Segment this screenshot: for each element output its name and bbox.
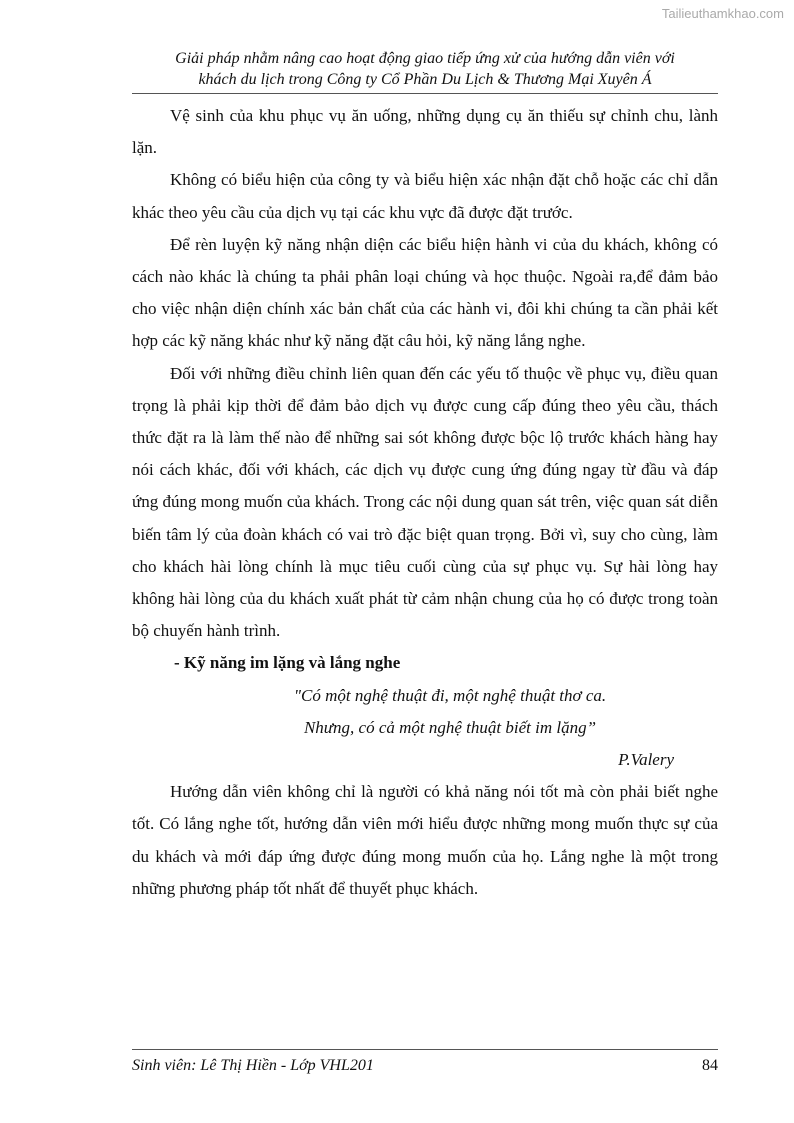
- header-line-1: Giải pháp nhằm nâng cao hoạt động giao tiếp ứng xử của hướng dẫn viên với: [175, 50, 675, 67]
- paragraph-listening: Hướng dẫn viên không chỉ là người có khả năng nói tốt mà còn phải biết nghe tốt. Có lắng nghe tốt, hướng dẫn viên mới hiểu được những mong muốn thực sự của du khách và mới đáp ứng được đúng mong muốn của họ. Lắng nghe là một trong những phương pháp tốt nhất để thuyết phục khách.: [132, 782, 718, 898]
- page-body: [132, 100, 718, 905]
- header-divider: [132, 93, 718, 94]
- paragraph-recognition-skill: Để rèn luyện kỹ năng nhận diện các biểu hiện hành vi của du khách, không có cách nào khác là chúng ta phải phân loại chúng và học thuộc. Ngoài ra,để đảm bảo cho việc nhận diện chính xác bản chất của các hành vi, đôi khi chúng ta cần phải kết hợp các kỹ năng khác như kỹ năng đặt câu hỏi, kỹ năng lắng nghe.: [132, 234, 718, 351]
- quote-author: P.Valery: [618, 750, 674, 770]
- running-header: [132, 48, 718, 90]
- footer-student: Sinh viên: Lê Thị Hiền - Lớp VHL201: [132, 1057, 374, 1074]
- section-heading: - Kỹ năng im lặng và lắng nghe: [174, 653, 401, 673]
- page-footer: [132, 1055, 718, 1077]
- paragraph-service-adjustment: Đối với những điều chỉnh liên quan đến các yếu tố thuộc về phục vụ, điều quan trọng là phải kịp thời để đảm bảo dịch vụ được cung cấp đúng theo yêu cầu, thách thức đặt ra là làm thế nào để những sai sót không được bộc lộ trước khách hàng hay nói cách khác, đối với khách, các dịch vụ được cung ứng đúng ngay từ đầu và đáp ứng đúng mong muốn của khách. Trong các nội dung quan sát trên, việc quan sát diễn biến tâm lý của đoàn khách có vai trò đặc biệt quan trọng. Bởi vì, suy cho cùng, làm cho khách hài lòng chính là mục tiêu cuối cùng của sự phục vụ. Sự hài lòng hay không hài lòng của du khách xuất phát từ cảm nhận chung của họ có được trong toàn bộ chuyến hành trình.: [132, 363, 718, 641]
- quote-line-1: "Có một nghệ thuật đi, một nghệ thuật thơ ca.: [293, 685, 607, 705]
- paragraph-hygiene: Vệ sinh của khu phục vụ ăn uống, những dụng cụ ăn thiếu sự chỉnh chu, lành lặn.: [132, 106, 718, 158]
- paragraph-reservation: Không có biểu hiện của công ty và biểu hiện xác nhận đặt chỗ hoặc các chỉ dẫn khác theo yêu cầu của dịch vụ tại các khu vực đã được đặt trước.: [132, 170, 718, 222]
- header-line-2: khách du lịch trong Công ty Cổ Phần Du Lịch & Thương Mại Xuyên Á: [198, 71, 652, 88]
- footer-divider: [132, 1049, 718, 1050]
- page-number: 84: [702, 1057, 718, 1074]
- watermark-text: Tailieuthamkhao.com: [661, 6, 784, 21]
- quote-line-2: Nhưng, có cả một nghệ thuật biết im lặng”: [303, 717, 597, 737]
